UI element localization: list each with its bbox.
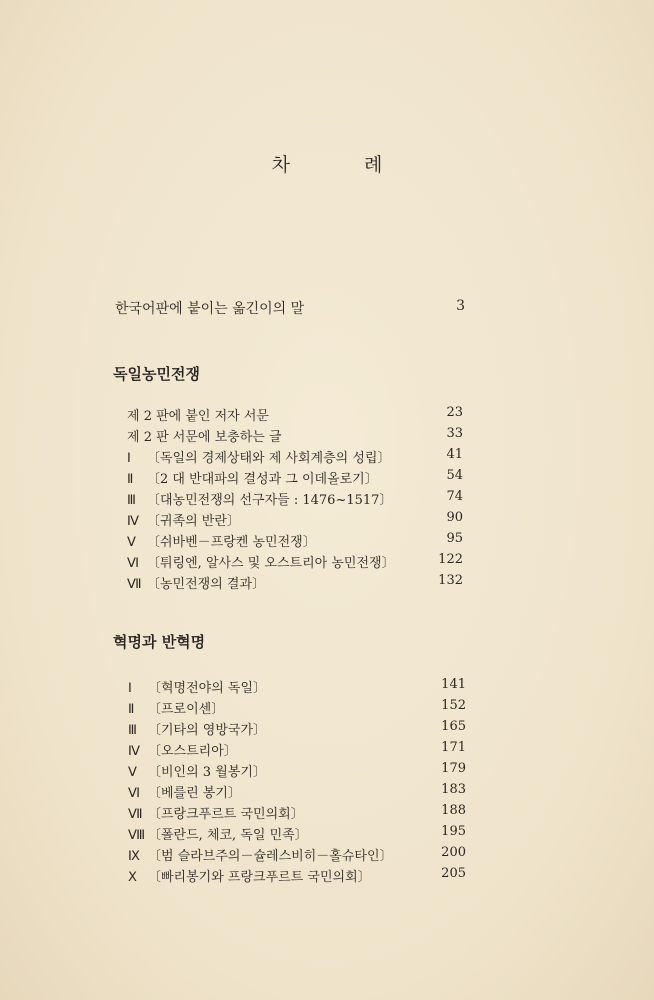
roman-numeral: Ⅱ bbox=[127, 471, 134, 486]
roman-numeral: Ⅶ bbox=[127, 576, 142, 591]
toc-entry bbox=[128, 761, 466, 779]
toc-entry-label: 〔범 슬라브주의－슐레스비히－홀슈타인〕 bbox=[148, 849, 393, 864]
toc-entry-label: 〔튀링엔, 알사스 및 오스트리아 농민전쟁〕 bbox=[147, 556, 395, 571]
roman-numeral: Ⅴ bbox=[127, 534, 136, 549]
section-heading-revolution: 혁명과 반혁명 bbox=[113, 633, 206, 651]
toc-entry-label: 〔기타의 영방국가〕 bbox=[148, 723, 267, 738]
toc-entry bbox=[128, 845, 466, 863]
toc-entry-page: 41 bbox=[446, 447, 463, 462]
toc-entry-page: 183 bbox=[441, 782, 466, 797]
roman-numeral: Ⅴ bbox=[128, 764, 137, 779]
roman-numeral: Ⅲ bbox=[128, 722, 137, 737]
toc-entry bbox=[128, 824, 466, 842]
toc-entry-page: 95 bbox=[446, 531, 463, 546]
roman-numeral: Ⅰ bbox=[127, 450, 131, 465]
toc-entry bbox=[127, 489, 463, 507]
toc-entry-label-wrap bbox=[128, 740, 237, 759]
toc-entry-label-wrap bbox=[128, 719, 266, 738]
toc-entry-label: 제 2 판 서문에 보충하는 글 bbox=[127, 430, 282, 445]
toc-entry-label-wrap bbox=[128, 866, 371, 885]
toc-entry bbox=[128, 677, 466, 695]
toc-entry-page: 195 bbox=[441, 824, 466, 839]
toc-entry bbox=[127, 510, 463, 528]
toc-entry-page: 122 bbox=[438, 552, 463, 567]
toc-entry-page: 74 bbox=[446, 489, 463, 504]
toc-entry-label: 〔베를린 봉기〕 bbox=[148, 786, 241, 801]
roman-numeral: Ⅳ bbox=[128, 743, 140, 758]
toc-entry-label-wrap bbox=[128, 677, 266, 696]
toc-entry-label-wrap bbox=[128, 803, 304, 822]
toc-entry-label-wrap bbox=[127, 447, 390, 466]
toc-entry-label-wrap bbox=[128, 824, 308, 843]
toc-entry-label-wrap bbox=[128, 698, 224, 717]
page-title: 차 례 bbox=[271, 154, 417, 176]
roman-numeral: Ⅱ bbox=[128, 701, 135, 716]
toc-entry-label: 〔오스트리아〕 bbox=[148, 744, 237, 759]
toc-entry-label: 〔독일의 경제상태와 제 사회계층의 성립〕 bbox=[147, 451, 391, 466]
toc-entry-label: 〔혁명전야의 독일〕 bbox=[148, 681, 267, 696]
roman-numeral: Ⅵ bbox=[127, 555, 139, 570]
toc-entry-page: 165 bbox=[441, 719, 466, 734]
toc-entry bbox=[128, 698, 466, 716]
toc-entry bbox=[128, 803, 466, 821]
toc-entry-page: 152 bbox=[441, 698, 466, 713]
toc-entry-label: 〔2 대 반대파의 결성과 그 이데올로기〕 bbox=[147, 472, 378, 487]
toc-entry-label: 〔폴란드, 체코, 독일 민족〕 bbox=[148, 828, 308, 843]
toc-entry-page: 171 bbox=[441, 740, 466, 755]
toc-entry-label-wrap bbox=[127, 510, 240, 529]
toc-entry bbox=[128, 782, 466, 800]
toc-entry-label-wrap bbox=[127, 468, 378, 487]
toc-entry-page: 90 bbox=[446, 510, 463, 525]
preface-page-number: 3 bbox=[456, 298, 465, 314]
toc-entry bbox=[127, 426, 463, 444]
toc-entry bbox=[127, 405, 463, 423]
toc-entry-label-wrap bbox=[127, 573, 265, 592]
toc-entry-page: 188 bbox=[441, 803, 466, 818]
toc-entry-label-wrap bbox=[127, 489, 392, 508]
toc-entry-label-wrap bbox=[127, 531, 316, 550]
toc-entry-page: 200 bbox=[441, 845, 466, 860]
section-heading-peasant-war: 독일농민전쟁 bbox=[113, 365, 200, 383]
toc-entry-label: 〔프랑크푸르트 국민의회〕 bbox=[148, 807, 304, 822]
roman-numeral: Ⅸ bbox=[128, 848, 140, 863]
toc-entry-page: 54 bbox=[446, 468, 463, 483]
toc-entry-page: 179 bbox=[441, 761, 466, 776]
toc-entry bbox=[127, 468, 463, 486]
toc-entry-page: 141 bbox=[441, 677, 466, 692]
toc-entry-label: 〔비인의 3 월봉기〕 bbox=[148, 765, 266, 780]
toc-entry bbox=[127, 531, 463, 549]
roman-numeral: Ⅲ bbox=[127, 492, 136, 507]
toc-entry-label-wrap bbox=[127, 552, 395, 571]
toc-entry-label: 〔대농민전쟁의 선구자들 : 1476~1517〕 bbox=[147, 493, 393, 508]
toc-entry-label: 〔프로이센〕 bbox=[148, 702, 225, 717]
toc-entry-page: 132 bbox=[438, 573, 463, 588]
toc-entry bbox=[128, 866, 466, 884]
toc-entry-page: 33 bbox=[446, 426, 463, 441]
toc-entry-page: 23 bbox=[446, 405, 463, 420]
toc-entry-label-wrap bbox=[128, 845, 393, 864]
roman-numeral: Ⅶ bbox=[128, 806, 143, 821]
roman-numeral: Ⅳ bbox=[127, 513, 139, 528]
toc-entry-label-wrap bbox=[128, 782, 241, 801]
toc-entry-label: 〔농민전쟁의 결과〕 bbox=[147, 577, 266, 592]
roman-numeral: Ⅵ bbox=[128, 785, 140, 800]
toc-entry-label: 〔귀족의 반란〕 bbox=[147, 514, 240, 529]
toc-entry bbox=[127, 552, 463, 570]
toc-entry-label: 〔빠리봉기와 프랑크푸르트 국민의회〕 bbox=[148, 870, 371, 885]
toc-entry bbox=[128, 719, 466, 737]
toc-entry-label: 〔쉬바벤－프랑켄 농민전쟁〕 bbox=[147, 535, 316, 550]
toc-entry bbox=[128, 740, 466, 758]
toc-entry-label-wrap bbox=[128, 761, 266, 780]
toc-entry bbox=[127, 447, 463, 465]
toc-entry bbox=[127, 573, 463, 591]
preface-label: 한국어판에 붙이는 옮긴이의 말 bbox=[115, 301, 305, 317]
roman-numeral: Ⅰ bbox=[128, 680, 132, 695]
toc-entry-page: 205 bbox=[441, 866, 466, 881]
roman-numeral: Ⅷ bbox=[128, 827, 146, 842]
roman-numeral: Ⅹ bbox=[128, 869, 137, 884]
toc-entry-label: 제 2 판에 붙인 저자 서문 bbox=[127, 409, 269, 424]
